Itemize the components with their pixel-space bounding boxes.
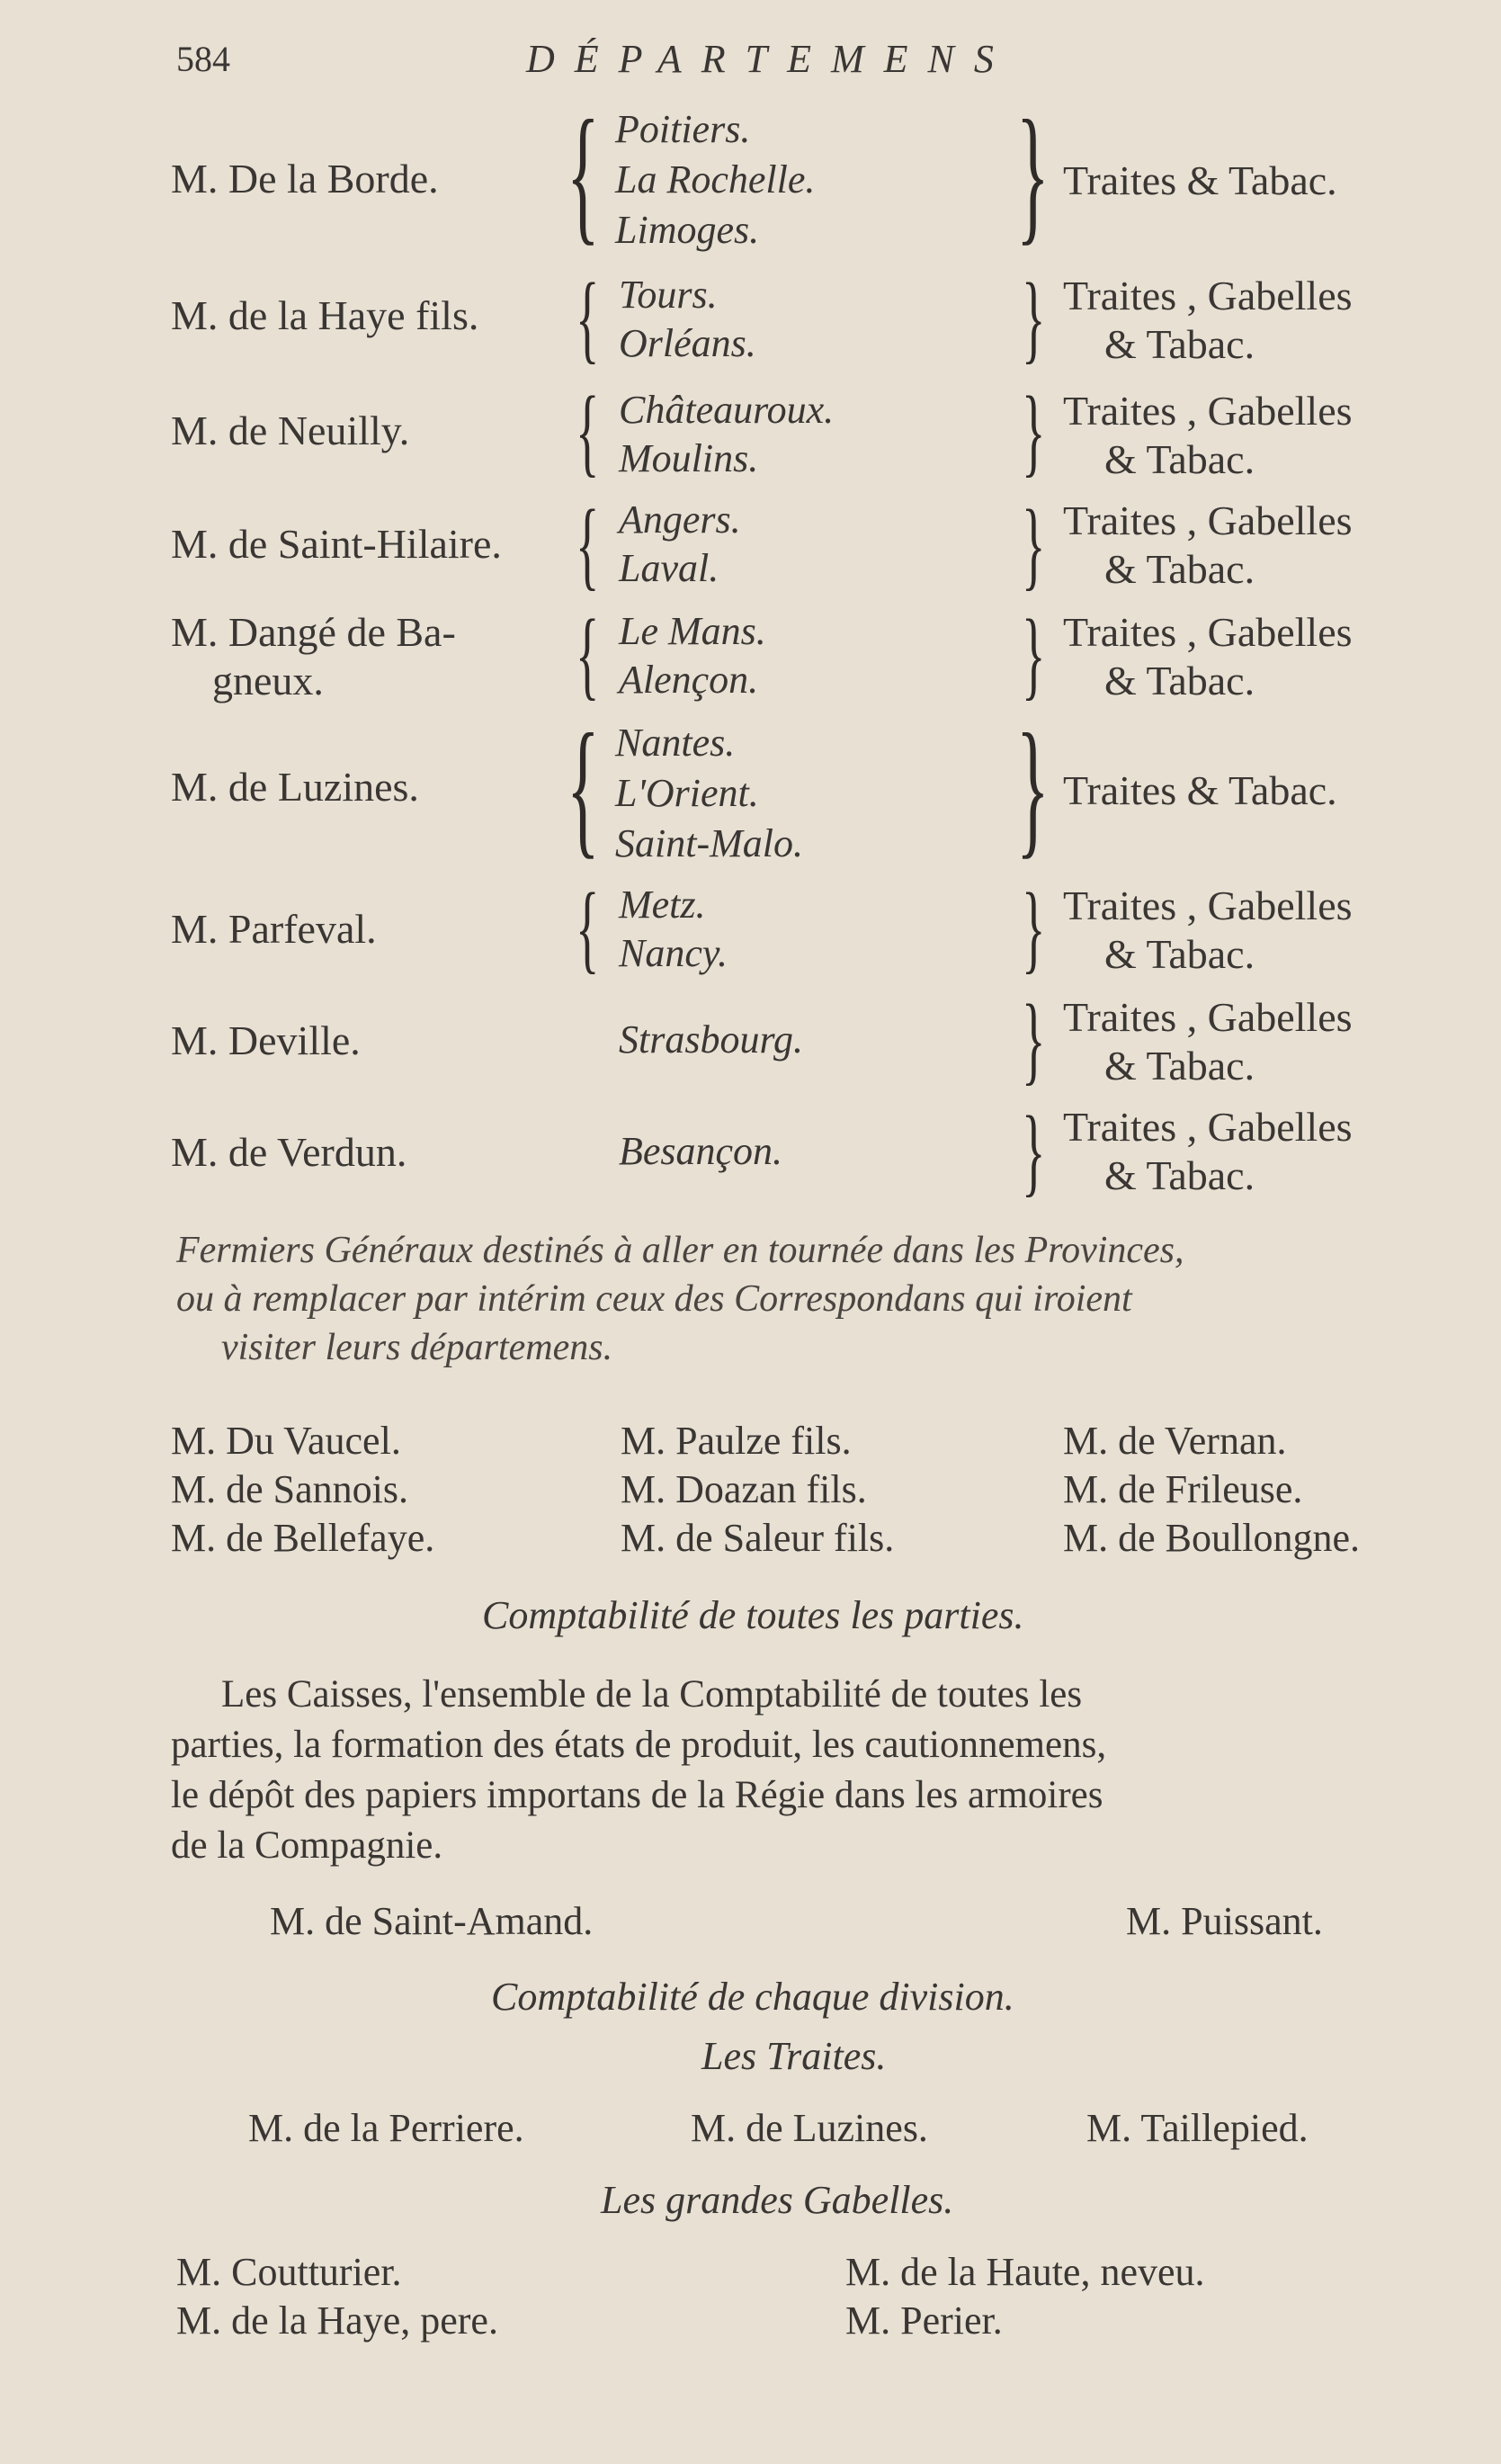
right-brace: } — [1022, 599, 1046, 709]
farmer-name: M. Du Vaucel. — [171, 1419, 401, 1463]
dept-name: M. Parfeval. — [171, 906, 377, 952]
city: Angers. — [619, 497, 741, 542]
farmer-name: M. Paulze fils. — [621, 1419, 852, 1463]
paragraph-line: parties, la formation des états de produit, les cautionnemens, — [171, 1724, 1107, 1766]
city: Metz. — [619, 883, 706, 927]
city: Strasbourg. — [619, 1017, 803, 1062]
duty-text: Traites , Gabelles — [1063, 883, 1353, 928]
left-brace: { — [576, 873, 600, 982]
right-brace: } — [1022, 376, 1046, 486]
subsection-heading: Les grandes Gabelles. — [601, 2178, 954, 2222]
officer-name: M. de la Haye, pere. — [176, 2298, 498, 2343]
farmers-note-line: Fermiers Généraux destinés à aller en tournée dans les Provinces, — [176, 1230, 1184, 1271]
city: L'Orient. — [615, 771, 759, 815]
duty-text: & Tabac. — [1104, 1043, 1255, 1089]
officer-name: M. Coutturier. — [176, 2250, 402, 2294]
farmer-name: M. de Frileuse. — [1063, 1467, 1303, 1511]
dept-name-cont: gneux. — [212, 658, 324, 703]
duty-text: Traites & Tabac. — [1063, 157, 1337, 203]
farmer-name: M. de Vernan. — [1063, 1419, 1287, 1463]
duty-text: Traites , Gabelles — [1063, 609, 1353, 655]
city: Tours. — [619, 273, 718, 317]
left-brace: { — [567, 703, 600, 872]
right-brace: } — [1022, 1096, 1046, 1205]
right-brace: } — [1022, 873, 1046, 982]
duty-text: & Tabac. — [1104, 658, 1255, 703]
duty-text: Traites & Tabac. — [1063, 767, 1337, 813]
officer-name: M. de Luzines. — [691, 2106, 928, 2150]
subsection-heading: Les Traites. — [701, 2034, 887, 2078]
duty-text: Traites , Gabelles — [1063, 1104, 1353, 1150]
right-brace: } — [1016, 89, 1050, 258]
right-brace: } — [1022, 489, 1046, 599]
farmer-name: M. de Sannois. — [171, 1467, 408, 1511]
duty-text: & Tabac. — [1104, 321, 1255, 367]
city: Orléans. — [619, 321, 756, 365]
right-brace: } — [1022, 263, 1046, 372]
officer-name: M. de Saint-Amand. — [270, 1899, 594, 1943]
officer-name: M. de la Perriere. — [248, 2106, 524, 2150]
officer-name: M. Perier. — [845, 2298, 1003, 2343]
dept-name: M. de la Haye fils. — [171, 292, 479, 338]
left-brace: { — [576, 489, 600, 599]
farmer-name: M. de Bellefaye. — [171, 1516, 435, 1560]
dept-name: M. de Verdun. — [171, 1129, 407, 1175]
officer-name: M. de la Haute, neveu. — [845, 2250, 1205, 2294]
duty-text: Traites , Gabelles — [1063, 994, 1353, 1040]
paragraph-line: le dépôt des papiers importans de la Régie dans les armoires — [171, 1774, 1103, 1816]
dept-name: M. de Luzines. — [171, 764, 419, 810]
right-brace: } — [1016, 703, 1050, 872]
left-brace: { — [576, 599, 600, 709]
duty-text: Traites , Gabelles — [1063, 497, 1353, 543]
farmer-name: M. de Saleur fils. — [621, 1516, 895, 1560]
page-title: DÉPARTEMENS — [526, 37, 1014, 81]
duty-text: & Tabac. — [1104, 546, 1255, 592]
section-heading: Comptabilité de toutes les parties. — [482, 1593, 1024, 1637]
city: Limoges. — [615, 208, 760, 252]
dept-name: M. De la Borde. — [171, 156, 439, 202]
officer-name: M. Puissant. — [1126, 1899, 1323, 1943]
officer-name: M. Taillepied. — [1086, 2106, 1309, 2150]
duty-text: Traites , Gabelles — [1063, 388, 1353, 434]
dept-name: M. de Saint-Hilaire. — [171, 521, 502, 567]
city: La Rochelle. — [615, 157, 816, 202]
city: Le Mans. — [619, 609, 766, 653]
city: Moulins. — [619, 436, 759, 480]
paragraph-line: de la Compagnie. — [171, 1824, 443, 1867]
left-brace: { — [567, 89, 600, 258]
farmer-name: M. de Boullongne. — [1063, 1516, 1360, 1560]
section-heading: Comptabilité de chaque division. — [491, 1975, 1014, 2019]
city: Châteauroux. — [619, 388, 835, 432]
city: Nancy. — [619, 931, 728, 975]
duty-text: & Tabac. — [1104, 436, 1255, 482]
page-number: 584 — [176, 39, 230, 79]
city: Alençon. — [619, 658, 759, 702]
right-brace: } — [1022, 984, 1046, 1094]
city: Laval. — [619, 546, 719, 590]
city: Saint-Malo. — [615, 821, 803, 865]
left-brace: { — [576, 376, 600, 486]
dept-name: M. Deville. — [171, 1017, 361, 1063]
duty-text: & Tabac. — [1104, 931, 1255, 977]
duty-text: & Tabac. — [1104, 1152, 1255, 1198]
city: Poitiers. — [615, 107, 751, 151]
farmer-name: M. Doazan fils. — [621, 1467, 867, 1511]
dept-name: M. de Neuilly. — [171, 408, 410, 453]
paragraph-line: Les Caisses, l'ensemble de la Comptabilité de toutes les — [221, 1673, 1083, 1716]
duty-text: Traites , Gabelles — [1063, 273, 1353, 318]
left-brace: { — [576, 263, 600, 372]
city: Nantes. — [615, 721, 736, 765]
farmers-note-line: ou à remplacer par intérim ceux des Correspondans qui iroient — [176, 1278, 1132, 1320]
city: Besançon. — [619, 1129, 783, 1173]
farmers-note-line: visiter leurs départemens. — [221, 1327, 613, 1368]
dept-name: M. Dangé de Ba- — [171, 609, 456, 655]
